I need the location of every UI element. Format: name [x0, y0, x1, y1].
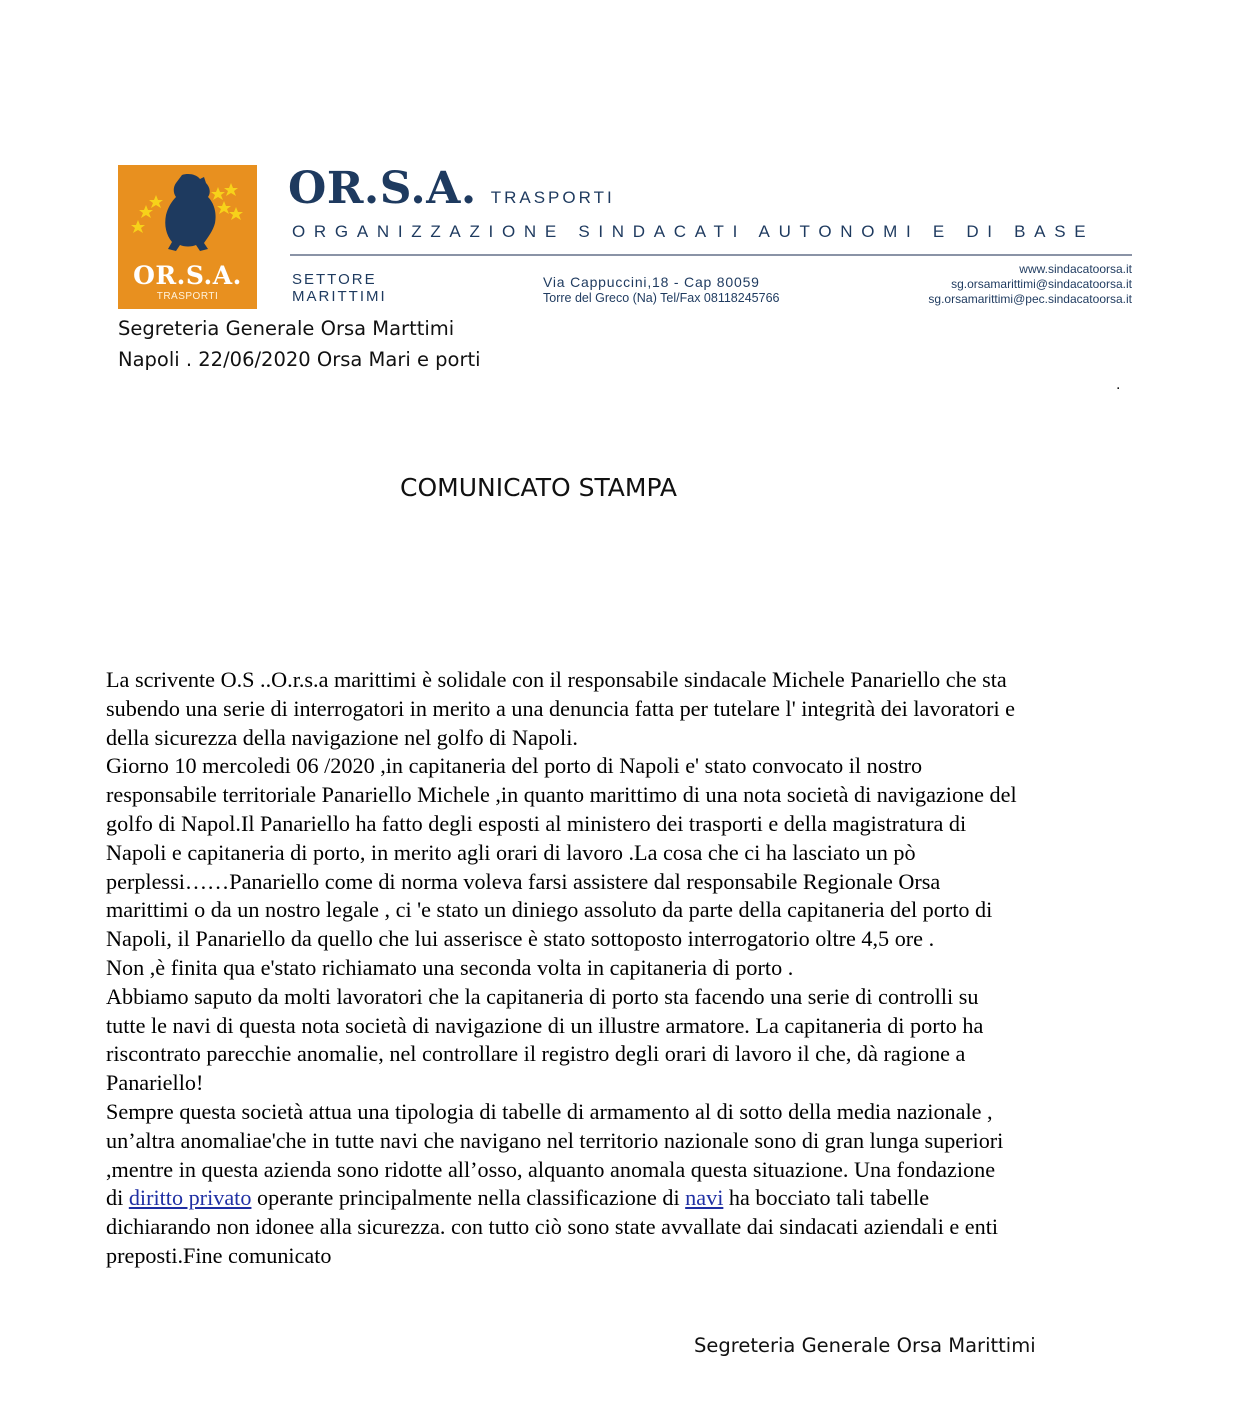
body-line: un’altra anomaliae'che in tutte navi che navigano nel territorio nazionale sono di gran lunga superiori — [106, 1127, 1004, 1153]
brand-name: OR.S.A. — [288, 163, 477, 214]
body-line: Giorno 10 mercoledi 06 /2020 ,in capitaneria del porto di Napoli e' stato convocato il nostro — [106, 753, 923, 779]
organization-name: ORGANIZZAZIONE SINDACATI AUTONOMI E DI BASE — [292, 222, 1095, 241]
logo-subtitle: TRASPORTI — [156, 291, 219, 302]
header-sender: Segreteria Generale Orsa Marttimi — [118, 317, 455, 340]
body-line: perplessi……Panariello come di norma voleva farsi assistere dal responsabile Regionale Orsa — [106, 868, 941, 894]
body-line: marittimi o da un nostro legale , ci 'e stato un diniego assoluto da parte della capitaneria del porto di — [106, 897, 993, 923]
body-line: Non ,è finita qua e'stato richiamato una seconda volta in capitaneria di porto . — [106, 954, 794, 980]
brand-trasporti: TRASPORTI — [490, 188, 615, 207]
body-line: golfo di Napol.Il Panariello ha fatto degli esposti al ministero dei trasporti e della magistratura di — [106, 810, 967, 836]
body-line: preposti.Fine comunicato — [106, 1242, 332, 1268]
page-title: COMUNICATO STAMPA — [400, 473, 678, 502]
contact-website: www.sindacatoorsa.it — [1019, 262, 1132, 276]
body-line: La scrivente O.S ..O.r.s.a marittimi è solidale con il responsabile sindacale Michele Panariello che sta — [106, 667, 1007, 692]
body-line: Abbiamo saputo da molti lavoratori che la capitaneria di porto sta facendo una serie di controlli su — [106, 983, 979, 1009]
star-icon — [224, 183, 238, 196]
stray-dot: . — [1116, 376, 1121, 393]
link-line-middle: operante principalmente nella classificazione di — [251, 1185, 686, 1211]
body-line: Panariello! — [106, 1070, 204, 1096]
body-line: Sempre questa società attua una tipologia di tabelle di armamento al di sotto della media nazionale , — [106, 1098, 993, 1124]
body-line: Napoli e capitaneria di porto, in merito agli orari di lavoro .La cosa che ci ha lasciato un pò — [106, 839, 916, 865]
body-line: riscontrato parecchie anomalie, nel controllare il registro degli orari di lavoro il che, dà ragione a — [106, 1041, 966, 1067]
sector-line-2: MARITTIMI — [292, 288, 387, 305]
sector-label — [292, 271, 387, 305]
body-line: della sicurezza della navigazione nel golfo di Napoli. — [106, 724, 578, 750]
header-date-place: Napoli . 22/06/2020 Orsa Mari e porti — [118, 348, 481, 371]
body-line: ,mentre in questa azienda sono ridotte all’osso, alquanto anomala questa situazione. Una fondazione — [106, 1156, 996, 1182]
link-line-suffix: ha bocciato tali tabelle — [723, 1185, 930, 1211]
star-icon — [229, 207, 243, 220]
address-street: Via Cappuccini,18 - Cap 80059 — [543, 274, 760, 290]
star-icon — [211, 187, 225, 200]
address-block — [543, 274, 779, 306]
body-line: Napoli, il Panariello da quello che lui asserisce è stato sottoposto interrogatorio oltre 4,5 ore . — [106, 926, 935, 952]
body-line: tutte le navi di questa nota società di navigazione di un illustre armatore. La capitaneria di porto ha — [106, 1012, 984, 1038]
body-line: subendo una serie di interrogatori in merito a una denuncia fatta per tutelare l' integrità dei lavoratori e — [106, 695, 1016, 721]
body-line: dichiarando non idonee alla sicurezza. con tutto ciò sono state avvallate dai sindacati aziendali e enti — [106, 1214, 999, 1240]
contacts-block — [928, 262, 1132, 307]
document-header — [118, 313, 481, 375]
star-icon — [217, 201, 231, 214]
star-icon — [131, 220, 145, 233]
sector-line-1: SETTORE — [292, 271, 377, 288]
link-diritto-privato[interactable]: diritto privato — [128, 1185, 252, 1211]
header-divider — [290, 254, 1132, 256]
orsa-logo — [118, 165, 257, 309]
brand-title — [288, 163, 615, 215]
link-navi[interactable]: navi — [685, 1185, 724, 1211]
logo-wordmark: OR.S.A. — [133, 261, 242, 290]
footer-signature: Segreteria Generale Orsa Marittimi — [694, 1334, 1036, 1357]
star-icon — [149, 195, 163, 208]
body-line: responsabile territoriale Panariello Michele ,in quanto marittimo di una nota società di navigazione del — [106, 782, 1017, 808]
link-line-prefix: di — [106, 1185, 129, 1211]
press-release-body — [106, 666, 1146, 1271]
star-icon — [139, 205, 153, 218]
body-line-with-links — [106, 1184, 1146, 1213]
contact-pec: sg.orsamarittimi@pec.sindacatoorsa.it — [928, 292, 1132, 306]
contact-email: sg.orsamarittimi@sindacatoorsa.it — [951, 277, 1132, 291]
address-city-phone: Torre del Greco (Na) Tel/Fax 08118245766 — [543, 291, 780, 305]
